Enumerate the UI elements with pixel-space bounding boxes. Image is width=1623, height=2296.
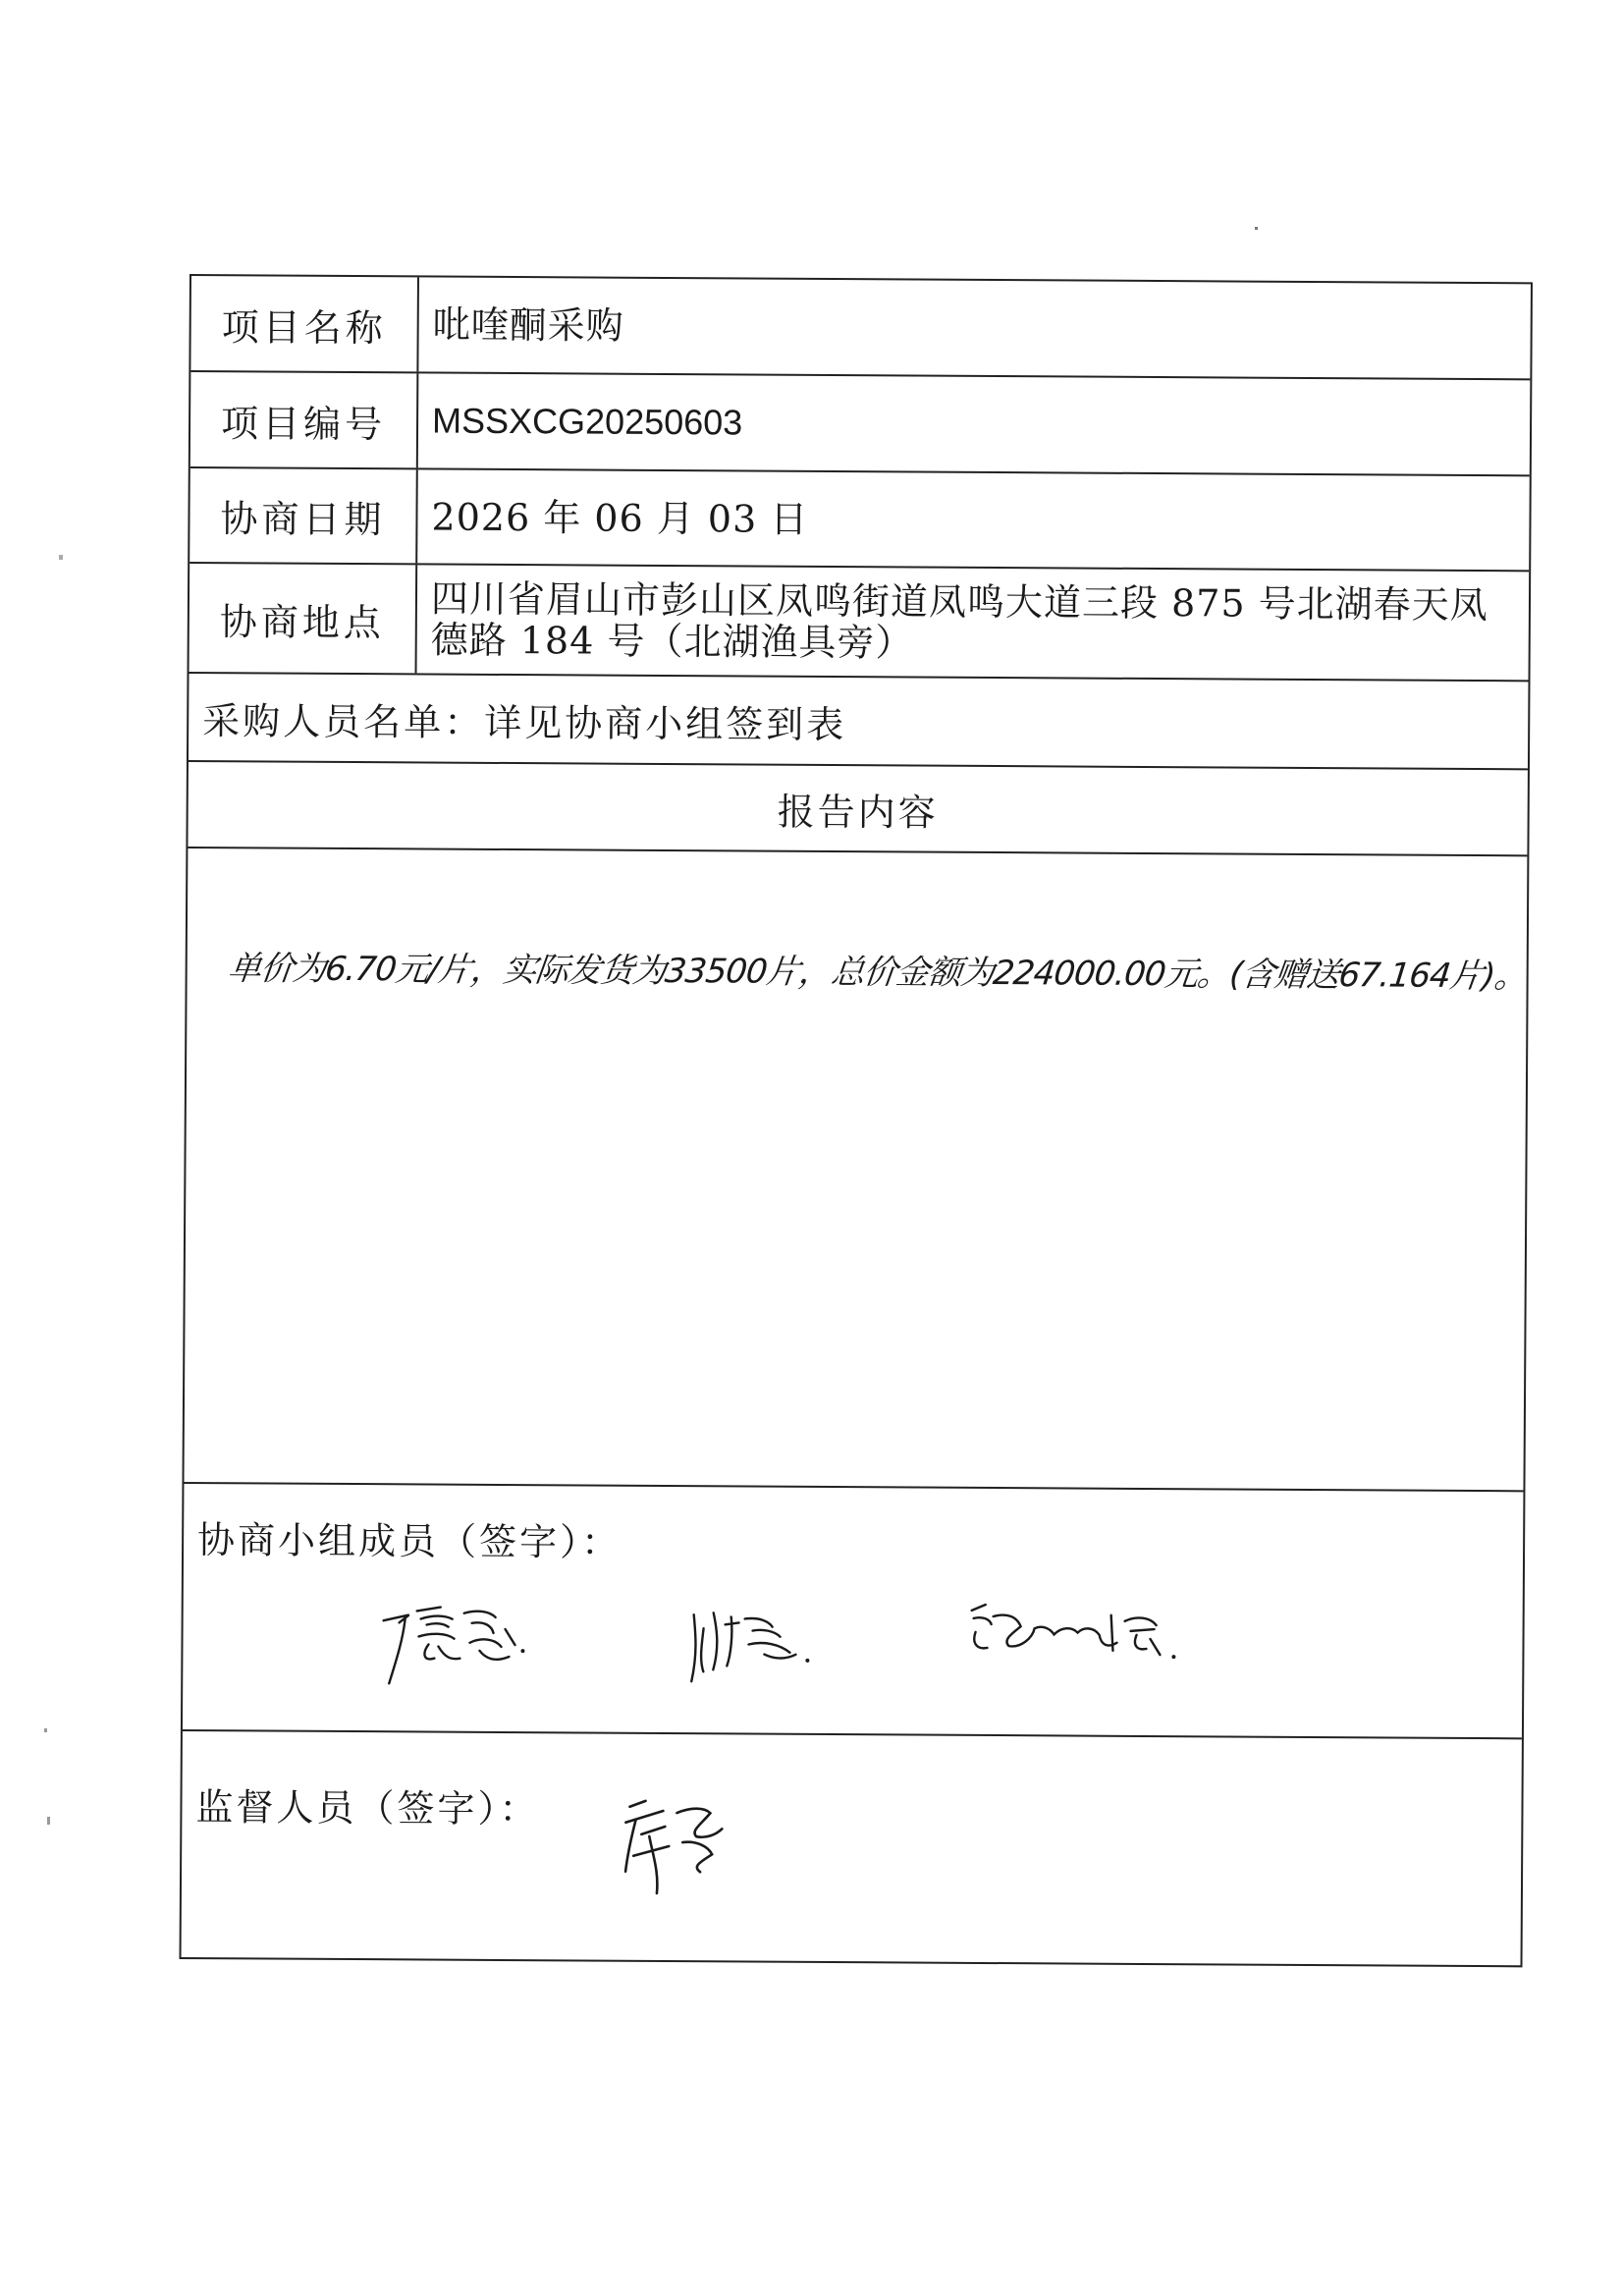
group-members-row xyxy=(183,1484,1524,1739)
member-signature-1 xyxy=(369,1593,537,1692)
negotiation-report-form xyxy=(180,274,1533,1967)
report-heading: 报告内容 xyxy=(777,790,939,835)
supervisor-label: 监督人员（签字）： xyxy=(195,1785,540,1831)
member-signature-3 xyxy=(963,1595,1200,1684)
member-signature-2 xyxy=(674,1595,822,1694)
negotiation-location-value: 四川省眉山市彭山区凤鸣街道凤鸣大道三段 875 号北湖春天凤德路 184 号（北湖渔具旁） xyxy=(430,576,1488,665)
project-number-row xyxy=(190,372,1531,476)
report-content-handwriting: 单价为6.70元/片，实际发货为33500片，总价金额为224000.00元。(含赠送67.164片)。 xyxy=(226,949,1530,997)
purchasers-row xyxy=(189,674,1529,770)
project-number-label: 项目编号 xyxy=(190,372,419,467)
project-name-label: 项目名称 xyxy=(190,276,419,371)
scan-speck xyxy=(47,1817,50,1825)
negotiation-date-value: 2026 年 06 月 03 日 xyxy=(431,495,809,541)
supervisor-row xyxy=(182,1731,1522,1967)
negotiation-date-row xyxy=(189,468,1530,572)
negotiation-location-label: 协商地点 xyxy=(189,564,418,673)
project-name-value: 吡喹酮采购 xyxy=(432,302,624,348)
supervisor-signature xyxy=(614,1777,762,1916)
purchasers-text: 采购人员名单：详见协商小组签到表 xyxy=(202,698,847,746)
project-name-row xyxy=(190,276,1531,380)
scan-speck xyxy=(1255,227,1258,230)
report-heading-row xyxy=(188,762,1528,856)
negotiation-location-row xyxy=(189,564,1530,682)
scan-speck xyxy=(59,555,63,560)
group-members-label: 协商小组成员（签字）： xyxy=(196,1518,622,1564)
report-content-row xyxy=(184,848,1530,1492)
scan-speck xyxy=(44,1728,47,1732)
negotiation-date-label: 协商日期 xyxy=(189,468,418,563)
project-number-value: MSSXCG20250603 xyxy=(431,400,743,443)
